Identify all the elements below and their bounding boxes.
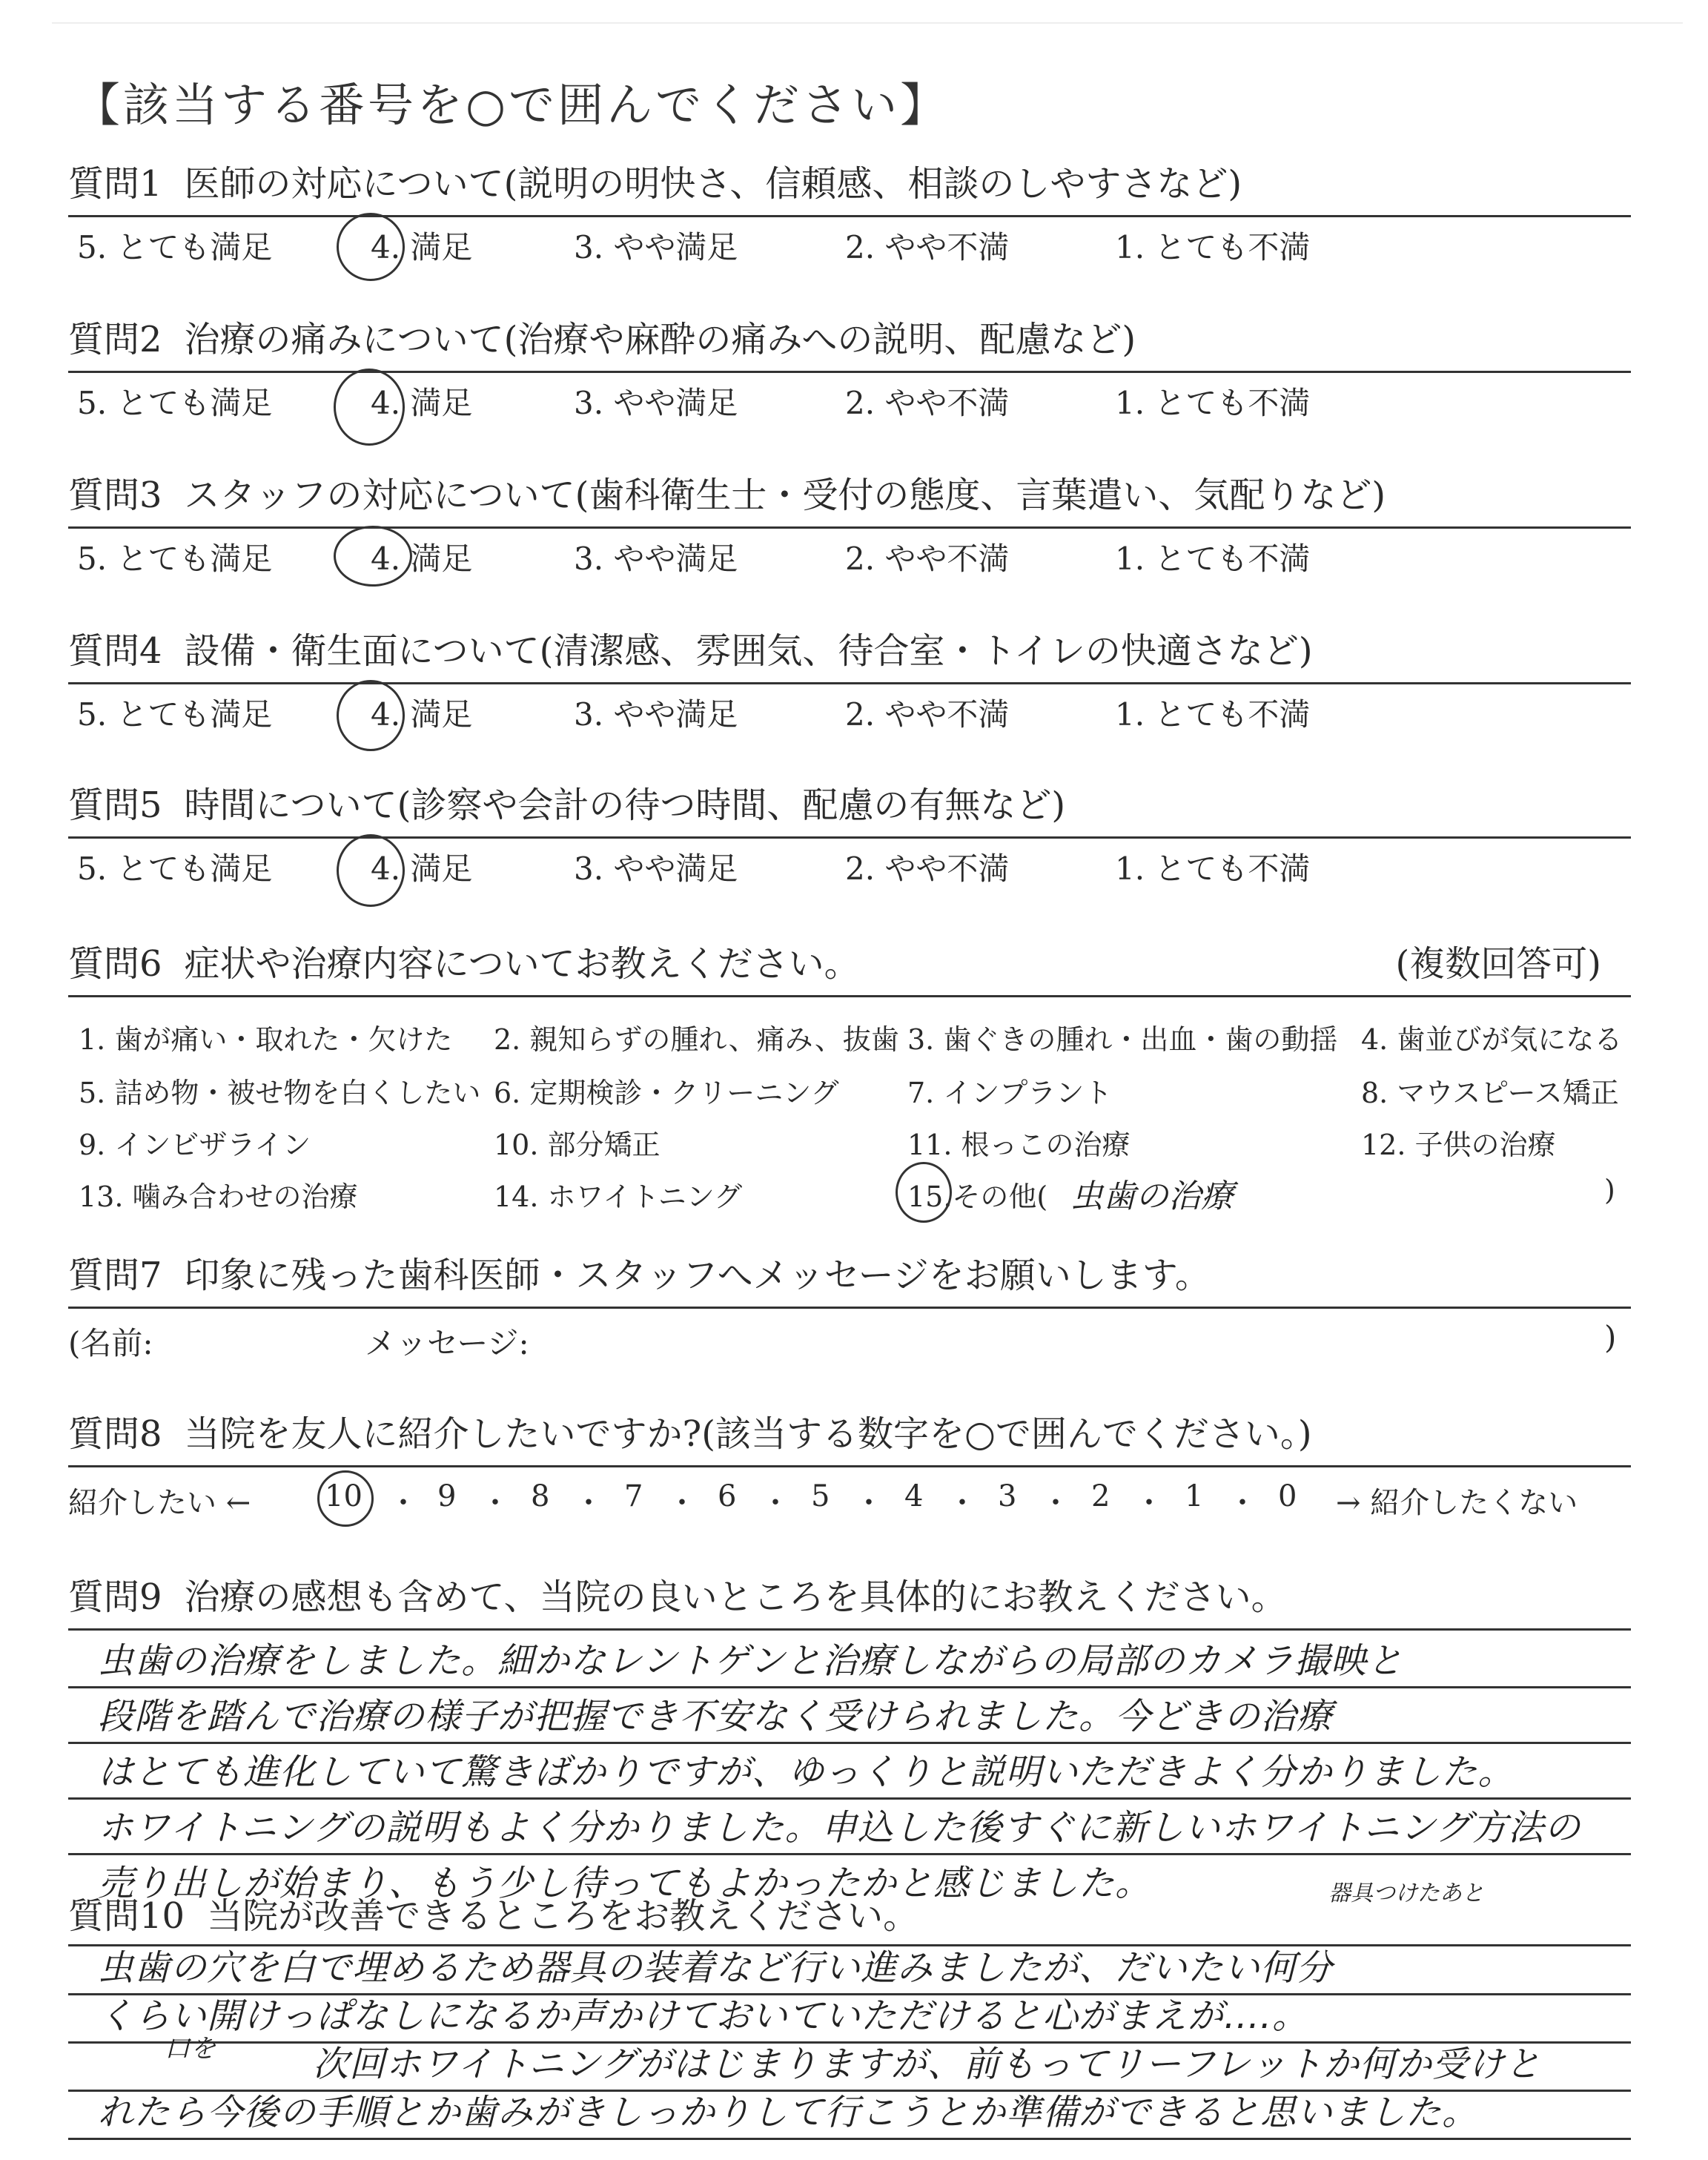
score-10[interactable]: 10 bbox=[325, 1479, 363, 1513]
option-1[interactable]: 1. とても不満 bbox=[1115, 851, 1311, 887]
option-5[interactable]: 5. とても満足 bbox=[77, 696, 273, 733]
dot: ・ bbox=[1228, 1486, 1257, 1520]
recommend-left-label: 紹介したい ← bbox=[68, 1486, 251, 1520]
dot: ・ bbox=[667, 1486, 697, 1520]
option-1[interactable]: 1. とても不満 bbox=[1115, 541, 1311, 577]
score-1[interactable]: 1 bbox=[1185, 1479, 1204, 1513]
question-number: 質問1 bbox=[68, 163, 162, 205]
dot: ・ bbox=[388, 1486, 418, 1520]
option-5[interactable]: 5. とても満足 bbox=[77, 851, 273, 887]
dot: ・ bbox=[1041, 1486, 1070, 1520]
question-title: 治療の痛みについて(治療や麻酔の痛みへの説明、配慮など) bbox=[184, 319, 1136, 360]
option-1[interactable]: 1. とても不満 bbox=[1115, 385, 1311, 421]
answer-circle bbox=[337, 213, 405, 281]
option-1[interactable]: 1. とても不満 bbox=[1115, 696, 1311, 733]
question-number: 質問5 bbox=[68, 785, 162, 826]
question-title: 当院が改善できるところをお教えください。 bbox=[207, 1895, 919, 1937]
name-label: (名前: bbox=[68, 1325, 153, 1361]
question-title: 設備・衛生面について(清潔感、雰囲気、待合室・トイレの快適さなど) bbox=[184, 630, 1313, 672]
handwritten-annotation: 器具つけたあと bbox=[1328, 1880, 1484, 1906]
symptom-item[interactable]: 14. ホワイトニング bbox=[494, 1180, 743, 1213]
option-4[interactable]: 4. 満足 bbox=[371, 385, 473, 421]
form-heading: 【該当する番号を○で囲んでください】 bbox=[74, 78, 950, 132]
question-number: 質問8 bbox=[68, 1413, 162, 1455]
question-6 bbox=[68, 943, 1631, 1220]
option-3[interactable]: 3. やや満足 bbox=[574, 541, 738, 577]
symptom-item[interactable]: 11. 根っこの治療 bbox=[907, 1129, 1131, 1161]
close-paren: ) bbox=[1604, 1174, 1615, 1206]
question-8 bbox=[68, 1413, 1631, 1520]
question-number: 質問6 bbox=[68, 943, 162, 985]
handwritten-line: 段階を踏んで治療の様子が把握でき不安なく受けられました。今どきの治療 bbox=[98, 1696, 1334, 1737]
score-0[interactable]: 0 bbox=[1278, 1479, 1297, 1513]
handwritten-line: れたら今後の手順とか歯みがきしっかりして行こうとか準備ができると思いました。 bbox=[98, 2092, 1479, 2133]
multiple-answers-note: (複数回答可) bbox=[1395, 943, 1601, 985]
question-number: 質問9 bbox=[68, 1576, 162, 1618]
handwritten-note: 口を bbox=[165, 2034, 216, 2064]
handwritten-line: 次回ホワイトニングがはじまりますが、前もってリーフレットか何か受けと bbox=[313, 2044, 1541, 2085]
question-title: 時間について(診察や会計の待つ時間、配慮の有無など) bbox=[184, 785, 1066, 826]
symptom-item-other[interactable]: 15.その他( bbox=[907, 1180, 1048, 1213]
option-3[interactable]: 3. やや満足 bbox=[574, 696, 738, 733]
score-9[interactable]: 9 bbox=[437, 1479, 457, 1513]
option-3[interactable]: 3. やや満足 bbox=[574, 851, 738, 887]
score-6[interactable]: 6 bbox=[718, 1479, 737, 1513]
symptom-item[interactable]: 3. 歯ぐきの腫れ・出血・歯の動揺 bbox=[907, 1023, 1338, 1056]
option-2[interactable]: 2. やや不満 bbox=[845, 696, 1010, 733]
option-4[interactable]: 4. 満足 bbox=[371, 851, 473, 887]
question-7 bbox=[68, 1255, 1631, 1361]
question-number: 質問3 bbox=[68, 475, 162, 516]
option-2[interactable]: 2. やや不満 bbox=[845, 385, 1010, 421]
symptom-item[interactable]: 8. マウスピース矯正 bbox=[1361, 1077, 1619, 1109]
symptom-item[interactable]: 2. 親知らずの腫れ、痛み、抜歯 bbox=[494, 1023, 899, 1056]
symptom-item[interactable]: 7. インプラント bbox=[907, 1077, 1113, 1109]
divider bbox=[68, 1628, 1631, 1631]
answer-circle bbox=[337, 834, 405, 907]
question-number: 質問2 bbox=[68, 319, 162, 360]
answer-circle bbox=[337, 680, 405, 751]
option-2[interactable]: 2. やや不満 bbox=[845, 229, 1010, 265]
symptom-item[interactable]: 4. 歯並びが気になる bbox=[1361, 1023, 1623, 1056]
answer-circle bbox=[317, 1470, 374, 1527]
symptom-item[interactable]: 10. 部分矯正 bbox=[494, 1129, 661, 1161]
dot: ・ bbox=[761, 1486, 790, 1520]
q10-answer-area bbox=[68, 1947, 1631, 2140]
dot: ・ bbox=[947, 1486, 977, 1520]
option-5[interactable]: 5. とても満足 bbox=[77, 229, 273, 265]
question-title: 当院を友人に紹介したいですか?(該当する数字を○で囲んでください。) bbox=[184, 1413, 1312, 1455]
close-paren: ) bbox=[1604, 1319, 1617, 1355]
option-5[interactable]: 5. とても満足 bbox=[77, 385, 273, 421]
option-2[interactable]: 2. やや不満 bbox=[845, 851, 1010, 887]
handwritten-line: 虫歯の穴を白で埋めるため器具の装着など行い進みましたが、だいたい何分 bbox=[98, 1947, 1334, 1989]
option-4[interactable]: 4. 満足 bbox=[371, 229, 473, 265]
score-5[interactable]: 5 bbox=[811, 1479, 830, 1513]
recommend-right-label: → 紹介したくない bbox=[1336, 1486, 1578, 1520]
score-4[interactable]: 4 bbox=[904, 1479, 924, 1513]
handwritten-line: 虫歯の治療をしました。細かなレントゲンと治療しながらの局部のカメラ撮映と bbox=[98, 1640, 1403, 1682]
option-4[interactable]: 4. 満足 bbox=[371, 696, 473, 733]
score-7[interactable]: 7 bbox=[624, 1479, 643, 1513]
option-2[interactable]: 2. やや不満 bbox=[845, 541, 1010, 577]
handwritten-line: くらい開けっぱなしになるか声かけておいていただけると心がまえが....。 bbox=[98, 1995, 1309, 2037]
handwritten-line: 売り出しが始まり、もう少し待ってもよかったかと感じました。 bbox=[98, 1863, 1152, 1904]
question-number: 質問4 bbox=[68, 630, 162, 672]
symptom-item[interactable]: 1. 歯が痛い・取れた・欠けた bbox=[79, 1023, 453, 1056]
message-label: メッセージ: bbox=[365, 1325, 529, 1361]
symptom-item[interactable]: 9. インビザライン bbox=[79, 1129, 311, 1161]
symptom-item[interactable]: 12. 子供の治療 bbox=[1361, 1129, 1556, 1161]
question-title: 症状や治療内容についてお教えください。 bbox=[184, 943, 860, 985]
question-title: 医師の対応について(説明の明快さ、信頼感、相談のしやすさなど) bbox=[184, 163, 1242, 205]
answer-circle bbox=[334, 526, 412, 587]
score-2[interactable]: 2 bbox=[1091, 1479, 1110, 1513]
symptom-item[interactable]: 13. 噛み合わせの治療 bbox=[79, 1180, 358, 1213]
option-3[interactable]: 3. やや満足 bbox=[574, 385, 738, 421]
dot: ・ bbox=[854, 1486, 884, 1520]
option-4[interactable]: 4. 満足 bbox=[371, 541, 473, 577]
question-1 bbox=[68, 163, 1631, 265]
top-border bbox=[52, 22, 1683, 24]
question-title: 治療の感想も含めて、当院の良いところを具体的にお教えください。 bbox=[184, 1576, 1287, 1618]
question-number: 質問10 bbox=[68, 1895, 185, 1937]
score-3[interactable]: 3 bbox=[998, 1479, 1017, 1513]
question-number: 質問7 bbox=[68, 1255, 162, 1296]
answer-circle bbox=[334, 369, 405, 446]
option-1[interactable]: 1. とても不満 bbox=[1115, 229, 1311, 265]
option-5[interactable]: 5. とても満足 bbox=[77, 541, 273, 577]
question-9 bbox=[68, 1576, 1631, 1631]
question-title: スタッフの対応について(歯科衛生士・受付の態度、言葉遣い、気配りなど) bbox=[184, 475, 1386, 516]
symptom-item[interactable]: 5. 詰め物・被せ物を白くしたい bbox=[79, 1077, 481, 1109]
answer-circle bbox=[896, 1162, 952, 1223]
score-8[interactable]: 8 bbox=[531, 1479, 550, 1513]
option-3[interactable]: 3. やや満足 bbox=[574, 229, 738, 265]
q9-answer-area bbox=[68, 1633, 1631, 1909]
symptom-item[interactable]: 6. 定期検診・クリーニング bbox=[494, 1077, 839, 1109]
question-4 bbox=[68, 630, 1631, 733]
handwritten-line: ホワイトニングの説明もよく分かりました。申込した後すぐに新しいホワイトニング方法の bbox=[98, 1807, 1581, 1849]
question-2 bbox=[68, 319, 1631, 421]
dot: ・ bbox=[480, 1486, 510, 1520]
question-title: 印象に残った歯科医師・スタッフへメッセージをお願いします。 bbox=[184, 1255, 1211, 1296]
question-5 bbox=[68, 785, 1631, 887]
dot: ・ bbox=[574, 1486, 603, 1520]
dot: ・ bbox=[1134, 1486, 1164, 1520]
question-3 bbox=[68, 475, 1631, 577]
other-answer-handwritten: 虫歯の治療 bbox=[1070, 1178, 1234, 1215]
handwritten-line: はとても進化していて驚きばかりですが、ゆっくりと説明いただきよく分かりました。 bbox=[98, 1751, 1515, 1793]
